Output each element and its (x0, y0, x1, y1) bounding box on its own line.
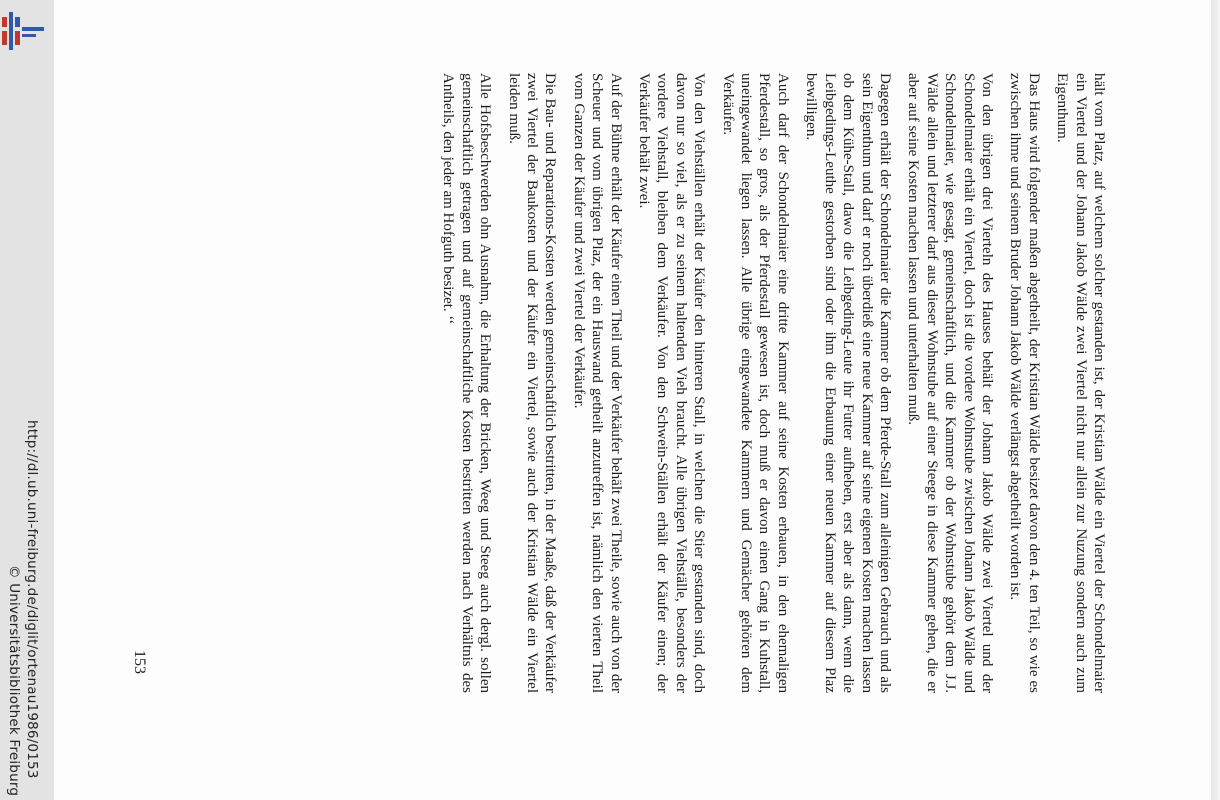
paragraph: Das Haus wird folgender maßen abgetheilt, der Kristian Wälde besizet davon den 4. ten Teil, so wie es zwischen ihme und seinem Bruder Johann Jakob Wälde verlängst abgetheilt worden ist. (1007, 73, 1042, 693)
paragraph: Von den übrigen drei Vierteln des Hauses behält der Johann Jakob Wälde zwei Viertel und der Schondelmaier erhält ein Viertel, doch ist die vordere Wohnstube zwischen Johann Jakob Wälde und Schondelmaier, wie gesagt, gemeinschaftlich, und die Kammer ob der Wohnstube gehört dem J.J. Wälde allein und letzterer darf aus dieser Wohnstube auf einer Steege in diese Kammer gehen, die er aber auf seine Kosten machen lassen und unterhalten muß. (905, 73, 995, 693)
paragraph: hält vom Platz, auf welchem solcher gestanden ist, der Kristian Wälde ein Viertel der Schondelmaier ein Viertel und der Johann Jakob Wälde zwei Viertel nicht nur allein zur Nuzung sondern auch zum Eigenthum. (1054, 73, 1107, 693)
page-text-block (429, 73, 1108, 693)
paragraph: Von den Viehställen erhält der Käufer den hinteren Stall, in welchen die Stier gestanden sind, doch davon nur so viel, als er zu seinem haltenden Vieh braucht. Alle übrigen Viehställe, besonders der vordere Viehstall, bleiben dem Verkäufer. Von den Schwein-Ställen erhält der Käufer einen; der Verkäufer behält zwei. (636, 73, 708, 693)
paragraph: Dagegen erhält der Schondelmaier die Kammer ob dem Pferde-Stall zum alleinigen Gebrauch und als sein Eigenthum und darf er noch überdieß eine neue Kammer auf seine eigenen Kosten machen lassen ob dem Kühe-Stall, dawo die Leibgeding-Leute ihr Futter aufheben, erst aber als dann, wenn die Leibgedings-Leuthe gestorben sind oder ihm die Erbauung einer neuen Kammer auf diesem Plaz bewilligen. (803, 73, 893, 693)
ub-freiburg-logo-icon[interactable] (2, 12, 44, 50)
paragraph: Die Bau- und Reparations-Kosten werden gemeinschaftlich bestritten, in der Maaße, daß der Verkäufer zwei Viertel der Baukosten und der Käufer ein Viertel, sowie auch der Kristian Wälde ein Viertel leiden muß. (505, 73, 559, 693)
paragraph: Alle Hofsbeschwerden ohn Ausnahm, die Erhaltung der Bricken, Weeg und Steeg auch dergl. sollen gemeinschaftlich getragen und auf gemeinschaftliche Kosten bestritten werden nach Verhältnis des Antheils, den jeder am Hofguth besizet. ‘‘ (440, 73, 494, 693)
paragraph: Auf der Bühne erhält der Käufer einen Theil und der Verkäufer behält zwei Theile, sowie auch von der Scheuer und vom übrigen Plaz, der ein Hauswand getheilt anzutreffen ist, nämlich den vierten Theil vom Ganzen der Käufer und zwei Viertel der Verkäufer. (570, 73, 624, 693)
page-number: 153 (131, 650, 148, 674)
viewer-sidebar (0, 0, 54, 800)
paragraph: Auch darf der Schondelmaier eine dritte Kammer auf seine Kosten erbauen, in den ehemaligen Pferdestall, so gros, als der Pferdestall gewesen ist, doch muß er davon einen Gang in Kuhstall, uneingewandet liegen lassen. Alle übrige eingewandete Kammern und Gemächer gehören dem Verkäufer. (719, 73, 791, 693)
page-edge (1211, 0, 1220, 800)
copyright-notice: © Universitätsbibliothek Freiburg (6, 565, 22, 797)
source-url[interactable]: http://dl.ub.uni-freiburg.de/diglit/ortenau1986/0153 (24, 420, 40, 779)
